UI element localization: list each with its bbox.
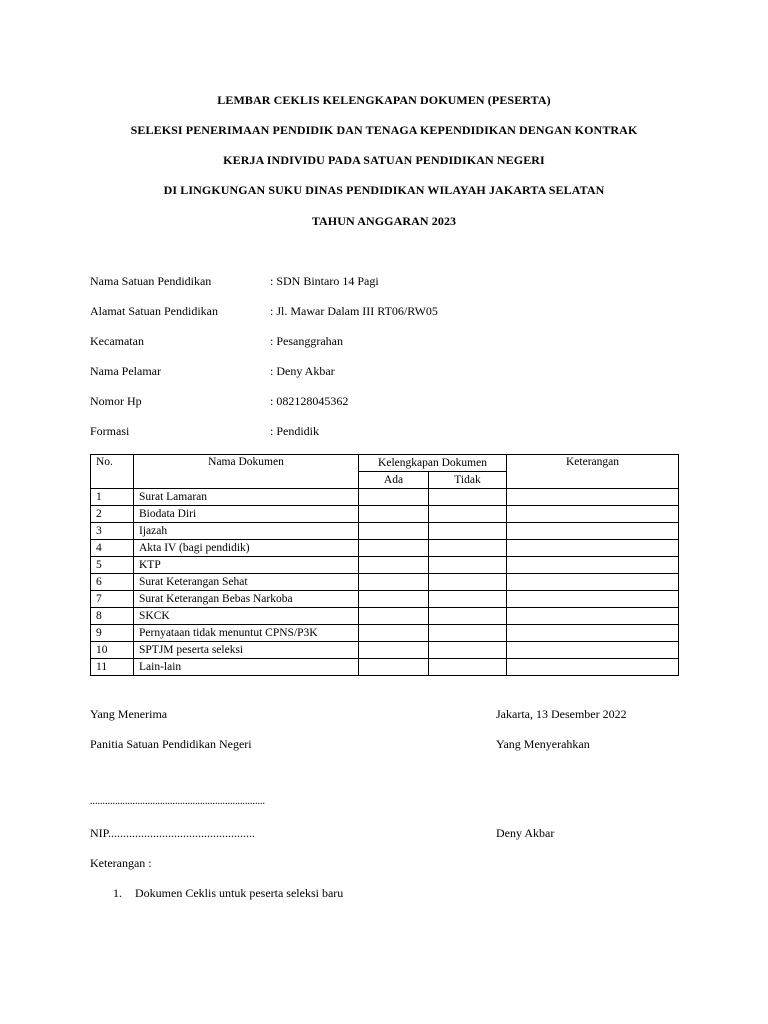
table-row bbox=[91, 540, 679, 557]
cell-keterangan bbox=[507, 574, 679, 591]
field-label: Alamat Satuan Pendidikan bbox=[90, 304, 218, 318]
cell-tidak bbox=[429, 608, 507, 625]
table-row bbox=[91, 625, 679, 642]
document-subtitle-4: TAHUN ANGGARAN 2023 bbox=[311, 214, 457, 228]
cell-ada bbox=[359, 608, 429, 625]
submitter-label: Yang Menyerahkan bbox=[496, 737, 590, 751]
cell-ada bbox=[359, 557, 429, 574]
table-row bbox=[91, 523, 679, 540]
cell-tidak bbox=[429, 642, 507, 659]
row-document-name: Lain-lain bbox=[134, 659, 359, 676]
submitter-name: Deny Akbar bbox=[496, 826, 555, 840]
table-row bbox=[91, 642, 679, 659]
header-nama-dokumen: Nama Dokumen bbox=[134, 455, 359, 489]
row-document-name: SKCK bbox=[134, 608, 359, 625]
receiver-label: Yang Menerima bbox=[90, 707, 168, 721]
header-keterangan: Keterangan bbox=[507, 455, 679, 489]
document-subtitle-1: SELEKSI PENERIMAAN PENDIDIK DAN TENAGA KEPENDIDIKAN DENGAN KONTRAK bbox=[130, 123, 638, 137]
field-value: : Pendidik bbox=[270, 424, 320, 438]
cell-keterangan bbox=[507, 591, 679, 608]
row-document-name: SPTJM peserta seleksi bbox=[134, 642, 359, 659]
cell-tidak bbox=[429, 591, 507, 608]
cell-ada bbox=[359, 574, 429, 591]
row-number: 3 bbox=[91, 523, 134, 540]
field-value: : Deny Akbar bbox=[270, 364, 335, 378]
field-value: : SDN Bintaro 14 Pagi bbox=[270, 274, 379, 288]
checklist-table bbox=[90, 454, 679, 676]
cell-ada bbox=[359, 591, 429, 608]
field-label: Kecamatan bbox=[90, 334, 144, 348]
row-number: 10 bbox=[91, 642, 134, 659]
row-document-name: Biodata Diri bbox=[134, 506, 359, 523]
cell-ada bbox=[359, 540, 429, 557]
place-date: Jakarta, 13 Desember 2022 bbox=[496, 707, 627, 721]
table-row bbox=[91, 557, 679, 574]
header-ada: Ada bbox=[359, 472, 429, 489]
receiver-committee: Panitia Satuan Pendidikan Negeri bbox=[90, 737, 252, 751]
row-number: 5 bbox=[91, 557, 134, 574]
document-subtitle-2: KERJA INDIVIDU PADA SATUAN PENDIDIKAN NEGERI bbox=[223, 153, 545, 167]
table-row bbox=[91, 489, 679, 506]
table-row bbox=[91, 506, 679, 523]
cell-tidak bbox=[429, 557, 507, 574]
row-document-name: KTP bbox=[134, 557, 359, 574]
table-header-row bbox=[91, 455, 679, 472]
table-row bbox=[91, 659, 679, 676]
cell-tidak bbox=[429, 625, 507, 642]
row-number: 9 bbox=[91, 625, 134, 642]
row-number: 8 bbox=[91, 608, 134, 625]
cell-ada bbox=[359, 506, 429, 523]
cell-keterangan bbox=[507, 557, 679, 574]
cell-tidak bbox=[429, 506, 507, 523]
row-document-name: Ijazah bbox=[134, 523, 359, 540]
field-value: : Jl. Mawar Dalam III RT06/RW05 bbox=[270, 304, 438, 318]
cell-keterangan bbox=[507, 625, 679, 642]
row-number: 2 bbox=[91, 506, 134, 523]
row-document-name: Pernyataan tidak menuntut CPNS/P3K bbox=[134, 625, 359, 642]
receiver-nip: NIP................................................. bbox=[90, 826, 256, 840]
table-row bbox=[91, 574, 679, 591]
cell-ada bbox=[359, 642, 429, 659]
row-document-name: Surat Lamaran bbox=[134, 489, 359, 506]
note-number: 1. bbox=[113, 886, 122, 900]
cell-keterangan bbox=[507, 506, 679, 523]
document-title: LEMBAR CEKLIS KELENGKAPAN DOKUMEN (PESERTA) bbox=[217, 93, 551, 107]
header-kelengkapan: Kelengkapan Dokumen bbox=[359, 455, 507, 472]
cell-ada bbox=[359, 523, 429, 540]
field-value: : Pesanggrahan bbox=[270, 334, 343, 348]
cell-keterangan bbox=[507, 540, 679, 557]
row-number: 6 bbox=[91, 574, 134, 591]
cell-keterangan bbox=[507, 489, 679, 506]
field-label: Nama Pelamar bbox=[90, 364, 161, 378]
cell-keterangan bbox=[507, 642, 679, 659]
cell-tidak bbox=[429, 489, 507, 506]
cell-tidak bbox=[429, 659, 507, 676]
notes-heading: Keterangan : bbox=[90, 856, 152, 870]
row-number: 7 bbox=[91, 591, 134, 608]
table-row bbox=[91, 608, 679, 625]
row-document-name: Surat Keterangan Bebas Narkoba bbox=[134, 591, 359, 608]
cell-tidak bbox=[429, 540, 507, 557]
table-row bbox=[91, 591, 679, 608]
cell-keterangan bbox=[507, 523, 679, 540]
note-text: Dokumen Ceklis untuk peserta seleksi baru bbox=[135, 886, 344, 900]
cell-ada bbox=[359, 625, 429, 642]
row-document-name: Surat Keterangan Sehat bbox=[134, 574, 359, 591]
cell-keterangan bbox=[507, 659, 679, 676]
field-label: Nama Satuan Pendidikan bbox=[90, 274, 212, 288]
field-value: : 082128045362 bbox=[270, 394, 349, 408]
cell-tidak bbox=[429, 574, 507, 591]
field-label: Nomor Hp bbox=[90, 394, 142, 408]
row-number: 4 bbox=[91, 540, 134, 557]
cell-ada bbox=[359, 659, 429, 676]
cell-ada bbox=[359, 489, 429, 506]
field-label: Formasi bbox=[90, 424, 130, 438]
cell-keterangan bbox=[507, 608, 679, 625]
header-no: No. bbox=[91, 455, 134, 489]
row-number: 1 bbox=[91, 489, 134, 506]
row-number: 11 bbox=[91, 659, 134, 676]
header-tidak: Tidak bbox=[429, 472, 507, 489]
cell-tidak bbox=[429, 523, 507, 540]
document-subtitle-3: DI LINGKUNGAN SUKU DINAS PENDIDIKAN WILAYAH JAKARTA SELATAN bbox=[163, 183, 605, 197]
receiver-signature-line: ...................................................................... bbox=[90, 796, 265, 807]
row-document-name: Akta IV (bagi pendidik) bbox=[134, 540, 359, 557]
